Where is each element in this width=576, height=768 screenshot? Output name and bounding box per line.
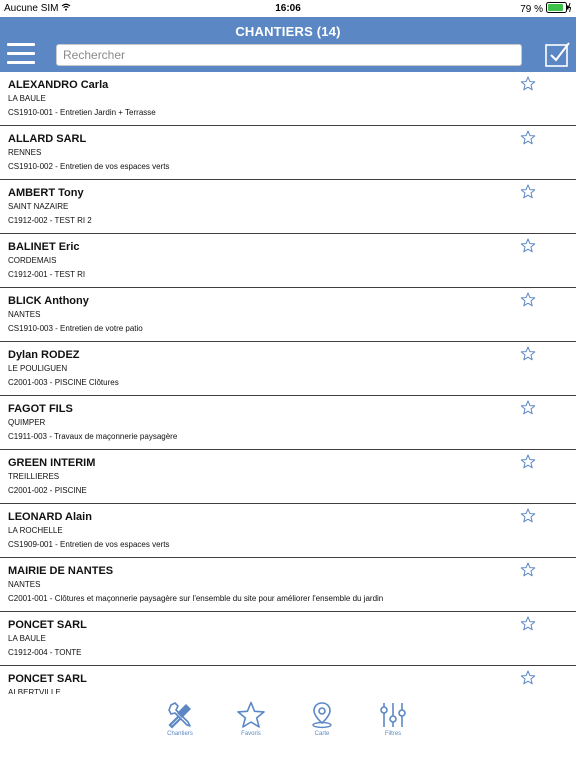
- menu-button[interactable]: [7, 43, 35, 65]
- carrier-label: Aucune SIM: [4, 3, 59, 14]
- client-city: TREILLIERES: [8, 472, 60, 481]
- chantier-row[interactable]: [0, 666, 576, 694]
- client-city: SAINT NAZAIRE: [8, 202, 69, 211]
- battery-percent: 79 %: [520, 3, 543, 15]
- favorite-star-icon[interactable]: [520, 238, 536, 254]
- favorite-star-icon[interactable]: [520, 508, 536, 524]
- client-name: BLICK Anthony: [8, 295, 89, 307]
- client-city: LE POULIGUEN: [8, 364, 68, 373]
- page-title: CHANTIERS (14): [235, 24, 341, 39]
- battery-icon: [546, 2, 572, 16]
- client-name: GREEN INTERIM: [8, 457, 96, 469]
- favorite-star-icon[interactable]: [520, 454, 536, 470]
- battery-status: [520, 2, 572, 16]
- client-city: ALBERTVILLE: [8, 688, 61, 694]
- favorite-star-icon[interactable]: [520, 292, 536, 308]
- chantier-description: C1912-004 - TONTE: [8, 648, 82, 657]
- chantier-row[interactable]: [0, 72, 576, 126]
- chantier-row[interactable]: [0, 342, 576, 396]
- tab-bar: [0, 694, 576, 768]
- client-name: MAIRIE DE NANTES: [8, 565, 114, 577]
- chantier-row[interactable]: [0, 288, 576, 342]
- tab-carte[interactable]: [300, 701, 344, 741]
- chantier-row[interactable]: [0, 450, 576, 504]
- client-city: LA ROCHELLE: [8, 526, 63, 535]
- chantier-description: C1911-003 - Travaux de maçonnerie paysagère: [8, 432, 178, 441]
- tab-carte-label: Carte: [314, 731, 330, 737]
- client-city: LA BAULE: [8, 634, 46, 643]
- chantier-row[interactable]: [0, 612, 576, 666]
- chantier-row[interactable]: [0, 558, 576, 612]
- client-city: QUIMPER: [8, 418, 46, 427]
- chantier-description: C2001-003 - PISCINE Clôtures: [8, 378, 119, 387]
- tab-chantiers[interactable]: [158, 701, 202, 741]
- client-city: LA BAULE: [8, 94, 46, 103]
- checkbox-icon: [545, 41, 571, 67]
- client-name: PONCET SARL: [8, 619, 87, 631]
- tab-filtres-label: Filtres: [384, 731, 402, 737]
- client-name: Dylan RODEZ: [8, 349, 80, 361]
- client-name: PONCET SARL: [8, 673, 87, 685]
- chantier-row[interactable]: [0, 180, 576, 234]
- favorite-star-icon[interactable]: [520, 346, 536, 362]
- sliders-icon: [378, 701, 408, 729]
- client-name: FAGOT FILS: [8, 403, 73, 415]
- chantier-description: C1912-001 - TEST RI: [8, 270, 86, 279]
- tools-icon: [166, 701, 194, 729]
- hamburger-icon: [7, 43, 35, 46]
- select-button[interactable]: [545, 41, 571, 67]
- favorite-star-icon[interactable]: [520, 400, 536, 416]
- client-city: RENNES: [8, 148, 42, 157]
- chantier-description: CS1910-001 - Entretien Jardin + Terrasse: [8, 108, 156, 117]
- chantier-description: C2001-002 - PISCINE: [8, 486, 87, 495]
- favorite-star-icon[interactable]: [520, 130, 536, 146]
- favorite-star-icon[interactable]: [520, 562, 536, 578]
- star-icon: [236, 701, 266, 729]
- chantier-description: CS1909-001 - Entretien de vos espaces verts: [8, 540, 170, 549]
- favorite-star-icon[interactable]: [520, 670, 536, 686]
- client-name: LEONARD Alain: [8, 511, 92, 523]
- client-city: NANTES: [8, 310, 41, 319]
- tab-chantiers-label: Chantiers: [167, 731, 193, 737]
- clock: 16:06: [275, 3, 301, 14]
- client-name: ALEXANDRO Carla: [8, 79, 109, 91]
- tab-favoris-label: Favoris: [241, 731, 261, 737]
- chantier-list: [0, 72, 576, 694]
- map-pin-icon: [308, 701, 336, 729]
- chantier-row[interactable]: [0, 234, 576, 288]
- tab-filtres[interactable]: [371, 701, 415, 741]
- chantier-description: C2001-001 - Clôtures et maçonnerie paysagère sur l'ensemble du site pour améliorer l'ensemble du jardin: [8, 594, 384, 603]
- chantier-row[interactable]: [0, 396, 576, 450]
- client-name: BALINET Eric: [8, 241, 80, 253]
- client-name: ALLARD SARL: [8, 133, 87, 145]
- chantier-row[interactable]: [0, 504, 576, 558]
- chantier-description: CS1910-003 - Entretien de votre patio: [8, 324, 143, 333]
- chantier-description: CS1910-002 - Entretien de vos espaces verts: [8, 162, 170, 171]
- client-name: AMBERT Tony: [8, 187, 84, 199]
- favorite-star-icon[interactable]: [520, 616, 536, 632]
- search-input[interactable]: [56, 44, 522, 66]
- tab-favoris[interactable]: [229, 701, 273, 741]
- chantier-description: C1912-002 - TEST RI 2: [8, 216, 92, 225]
- status-bar: [0, 0, 576, 17]
- chantier-row[interactable]: [0, 126, 576, 180]
- favorite-star-icon[interactable]: [520, 76, 536, 92]
- nav-header: [0, 17, 576, 72]
- client-city: CORDEMAIS: [8, 256, 57, 265]
- client-city: NANTES: [8, 580, 41, 589]
- favorite-star-icon[interactable]: [520, 184, 536, 200]
